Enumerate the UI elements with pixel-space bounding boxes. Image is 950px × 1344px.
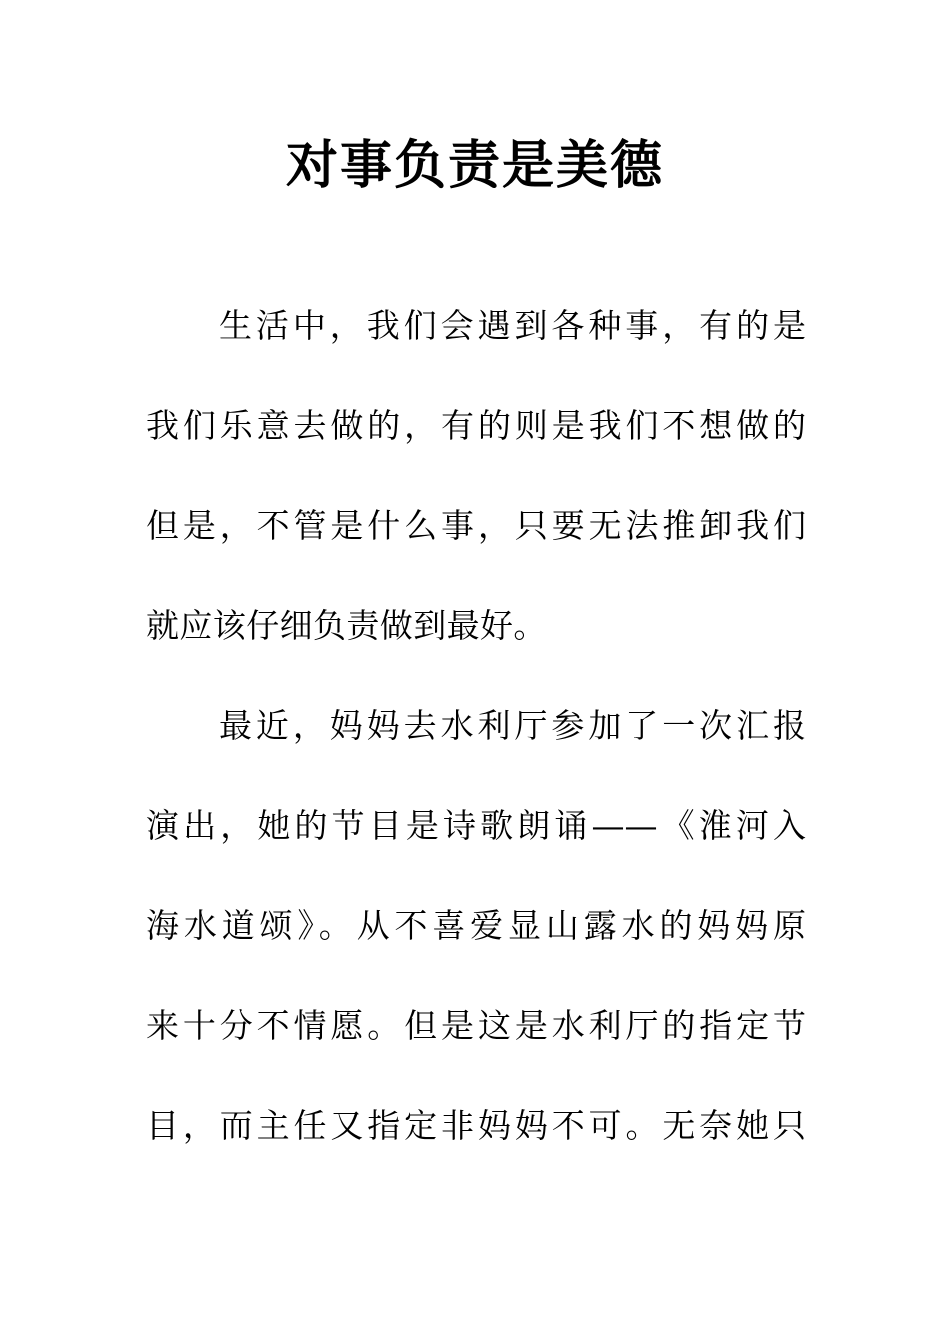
paragraph-2-line-4: 来十分不情愿。但是这是水利厅的指定节 xyxy=(146,1006,806,1045)
paragraph-1-line-4: 就应该仔细负责做到最好。 xyxy=(146,606,547,645)
paragraph-1-line-1: 生活中，我们会遇到各种事，有的是 xyxy=(219,306,806,345)
document-title: 对事负责是美德 xyxy=(285,136,664,196)
paragraph-1-line-2: 我们乐意去做的，有的则是我们不想做的 xyxy=(146,406,806,445)
paragraph-2-line-5: 目，而主任又指定非妈妈不可。无奈她只 xyxy=(146,1106,806,1145)
paragraph-2-line-2: 演出，她的节目是诗歌朗诵——《淮河入 xyxy=(146,806,806,845)
paragraph-1-line-3: 但是，不管是什么事，只要无法推卸我们 xyxy=(146,506,806,545)
paragraph-2-line-1: 最近，妈妈去水利厅参加了一次汇报 xyxy=(219,706,806,745)
paragraph-2-line-3: 海水道颂》。从不喜爱显山露水的妈妈原 xyxy=(146,906,806,945)
